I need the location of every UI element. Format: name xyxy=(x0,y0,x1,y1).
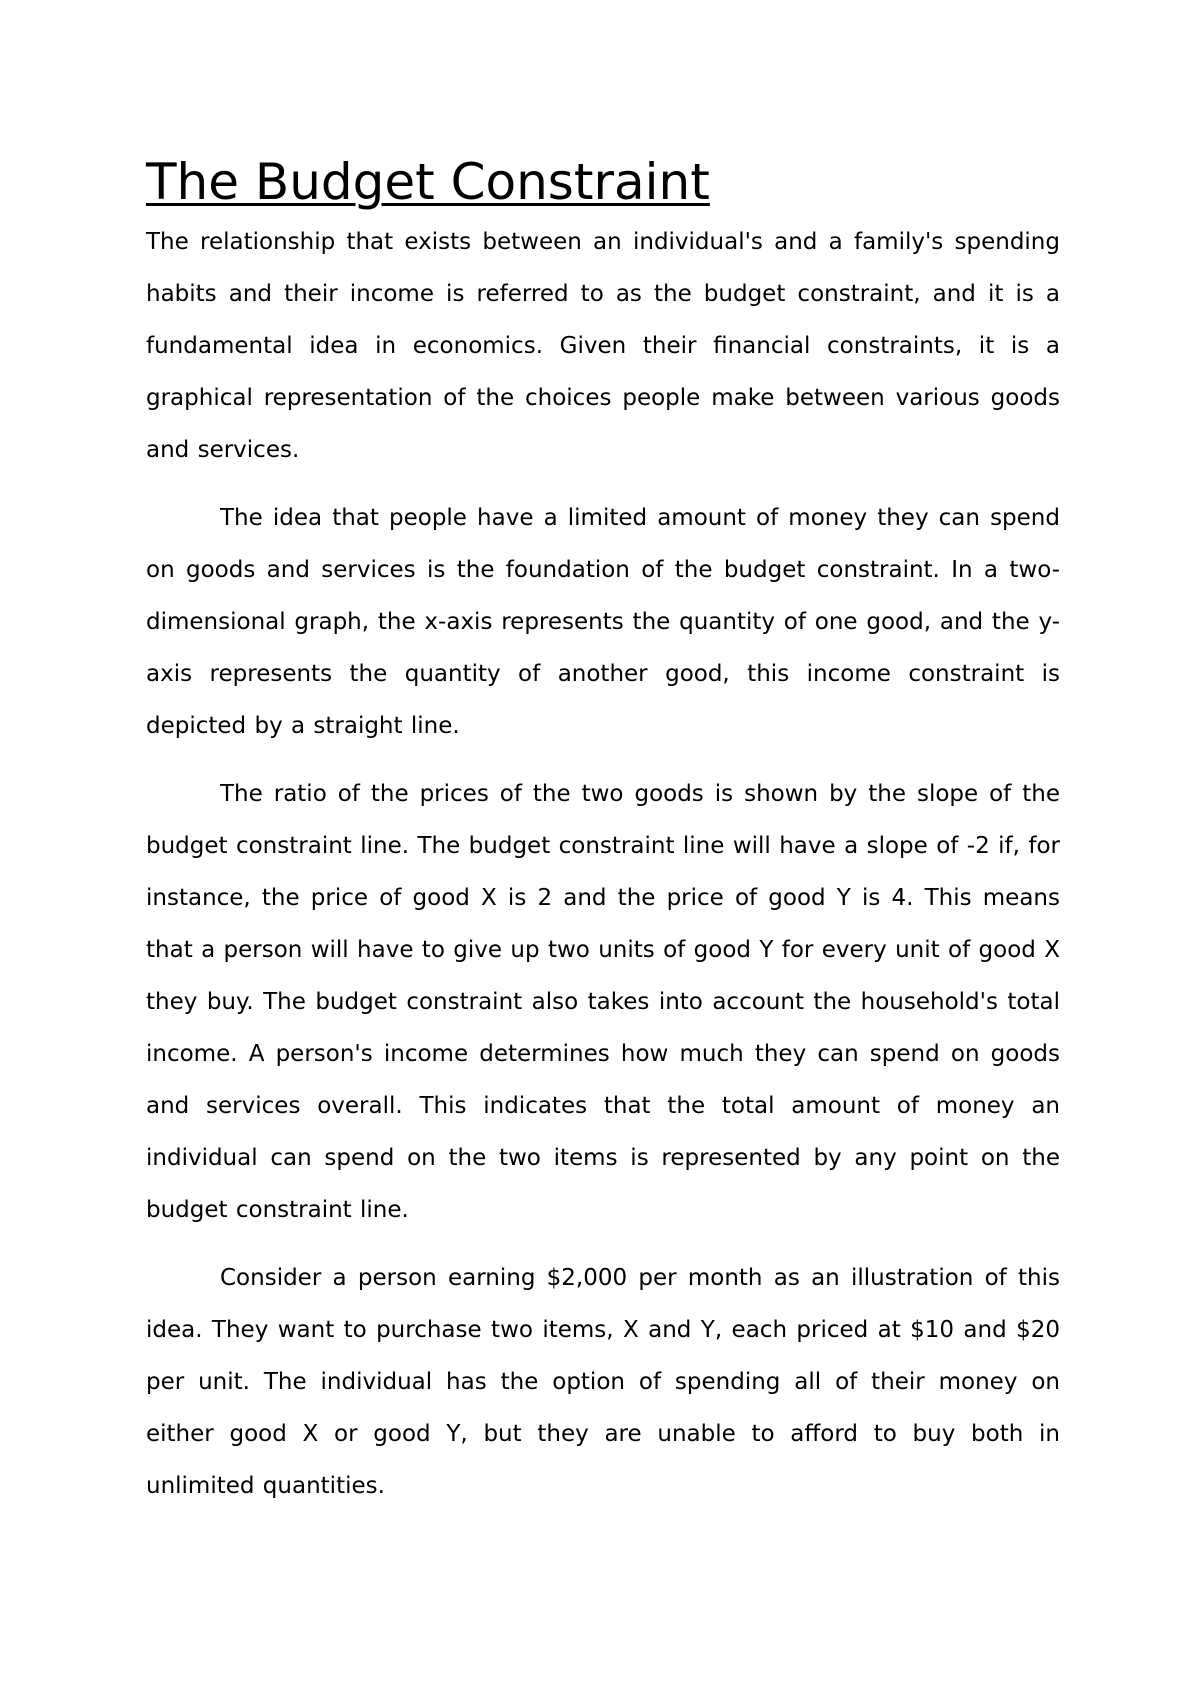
paragraph-example: Consider a person earning $2,000 per month as an illustration of this idea. They want to purchase two items, X and Y, each priced at $10 and $20 per unit. The individual has the option of spending all of their money on either good X or good Y, but they are unable to afford to buy both in unlimited quantities. xyxy=(146,1265,1060,1499)
paragraph-limited-money: The idea that people have a limited amount of money they can spend on goods and services is the foundation of the budget constraint. In a two-dimensional graph, the x-axis represents the quantity of one good, and the y-axis represents the quantity of another good, this income constraint is depicted by a straight line. xyxy=(146,505,1060,739)
document-title: The Budget Constraint xyxy=(146,153,710,211)
paragraph-intro: The relationship that exists between an individual's and a family's spending habits and their income is referred to as the budget constraint, and it is a fundamental idea in economics. Given their financial constraints, it is a graphical representation of the choices people make between various goods and services. xyxy=(146,229,1060,463)
paragraph-slope: The ratio of the prices of the two goods is shown by the slope of the budget constraint line. The budget constraint line will have a slope of -2 if, for instance, the price of good X is 2 and the price of good Y is 4. This means that a person will have to give up two units of good Y for every unit of good X they buy. The budget constraint also takes into account the household's total income. A person's income determines how much they can spend on goods and services overall. This indicates that the total amount of money an individual can spend on the two items is represented by any point on the budget constraint line. xyxy=(146,781,1060,1223)
